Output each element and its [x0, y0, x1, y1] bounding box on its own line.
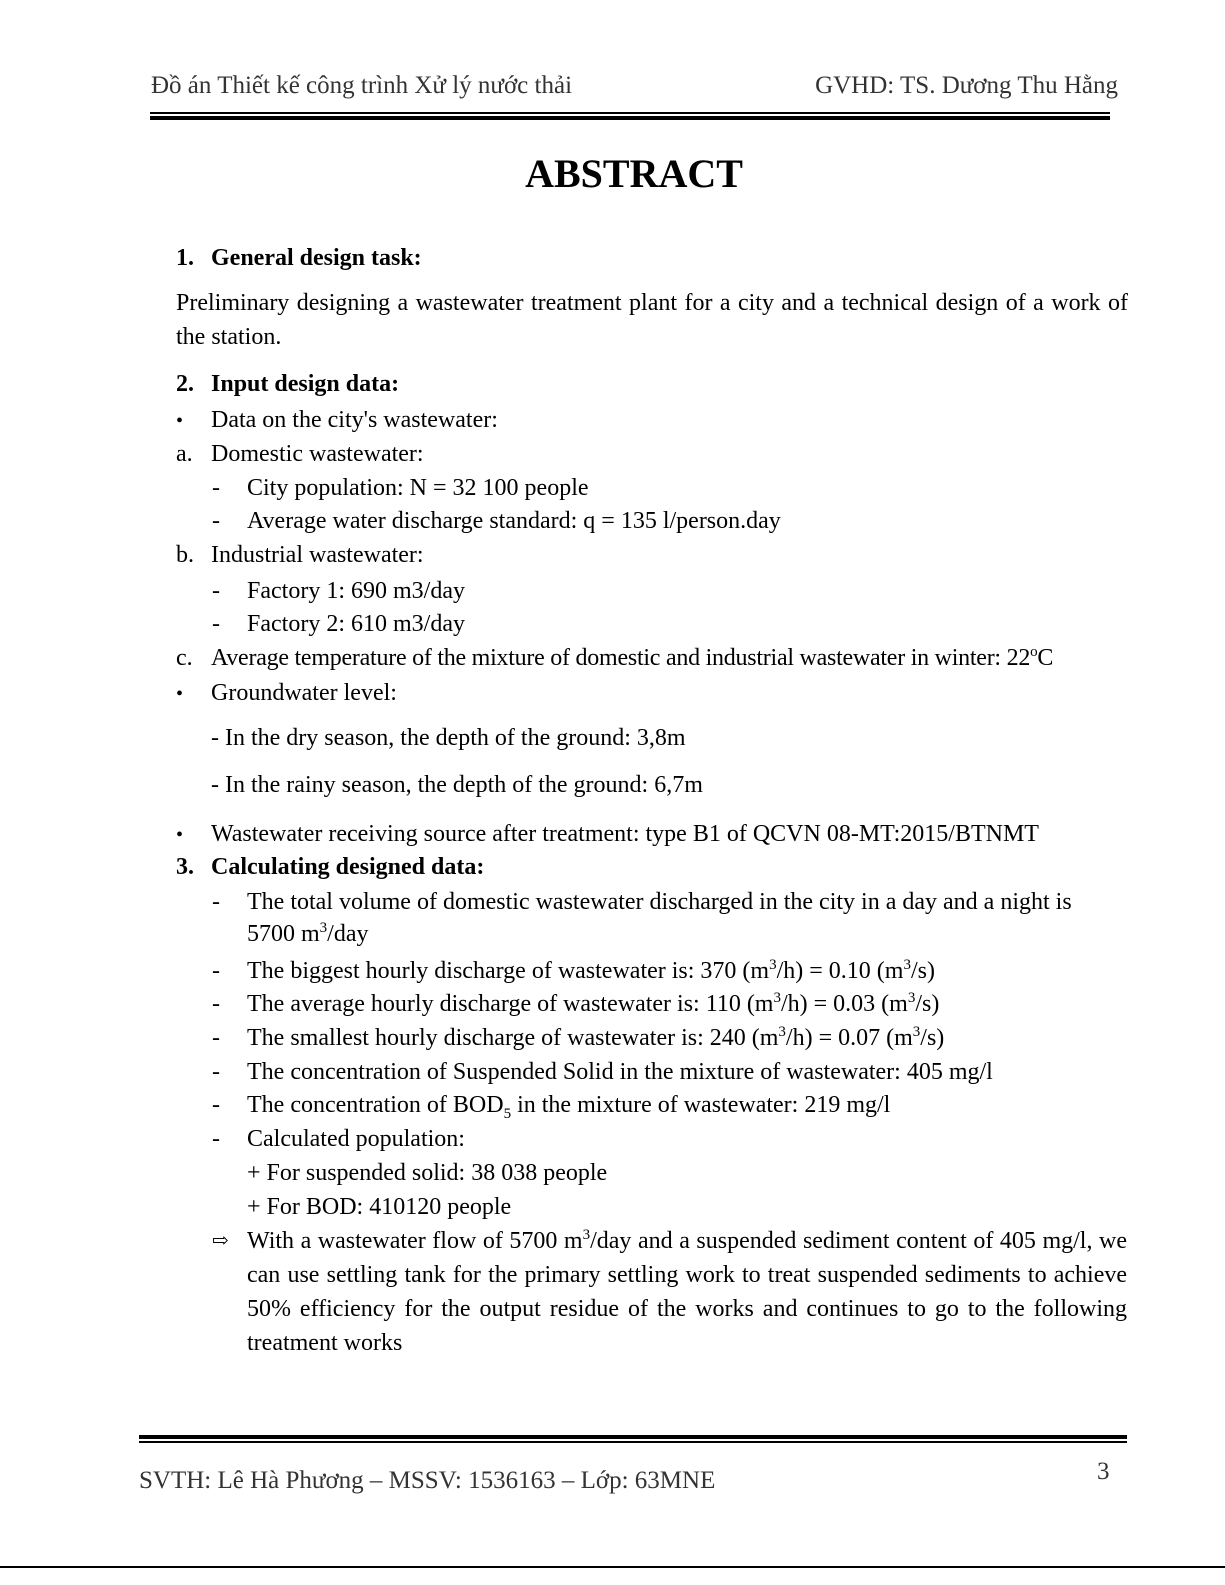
section-1-heading: General design task:: [211, 245, 422, 271]
list-marker-c: c.: [176, 645, 193, 671]
dash-marker: -: [212, 611, 220, 637]
domestic-wastewater-label: Domestic wastewater:: [211, 441, 424, 467]
average-hourly-discharge: The average hourly discharge of wastewater is: 110 $(m^3/h) = 0.03$ $(m^3/s)$: [247, 990, 940, 1017]
dash-marker: -: [212, 1059, 220, 1085]
groundwater-rainy: - In the rainy season, the depth of the ground: 6,7m: [211, 772, 703, 798]
list-item: City population: N = 32 100 people: [247, 475, 589, 501]
bullet-marker: •: [176, 824, 184, 846]
bullet-marker: •: [176, 683, 184, 705]
page-edge-line: [0, 1566, 1225, 1568]
calculated-population-label: Calculated population:: [247, 1126, 465, 1152]
list-item: Factory 2: 610 m3/day: [247, 611, 465, 637]
population-suspended-solid: + For suspended solid: 38 038 people: [247, 1160, 608, 1186]
bod-concentration: The concentration of $BOD_5$ in the mixture of wastewater: 219 mg/l: [247, 1092, 891, 1122]
section-1-paragraph: Preliminary designing a wastewater treatment plant for a city and a technical design of a work of the station.: [176, 290, 1128, 350]
dash-marker: -: [212, 1025, 220, 1051]
section-1-number: 1.: [176, 245, 194, 271]
footer-student-info: SVTH: Lê Hà Phương – MSSV: 1536163 – Lớp: 63MNE: [139, 1467, 716, 1494]
section-2-number: 2.: [176, 371, 194, 397]
dash-marker: -: [212, 1126, 220, 1152]
bullet-groundwater: Groundwater level:: [211, 680, 397, 706]
groundwater-dry: - In the dry season, the depth of the ground: 3,8m: [211, 725, 686, 751]
dash-marker: -: [212, 578, 220, 604]
running-header-left: Đồ án Thiết kế công trình Xử lý nước thải: [151, 72, 573, 99]
dash-marker: -: [212, 991, 220, 1017]
population-bod: + For BOD: 410120 people: [247, 1194, 512, 1220]
header-double-rule: [150, 112, 1110, 120]
section-2-heading: Input design data:: [211, 371, 400, 397]
section-3-number: 3.: [176, 854, 194, 880]
bullet-receiving-source: Wastewater receiving source after treatment: type B1 of QCVN 08-MT:2015/BTNMT: [211, 821, 1039, 847]
section-3-heading: Calculating designed data:: [211, 854, 485, 880]
dash-marker: -: [212, 475, 220, 501]
industrial-wastewater-label: Industrial wastewater:: [211, 542, 424, 568]
dash-marker: -: [212, 889, 220, 915]
dash-marker: -: [212, 958, 220, 984]
arrow-icon: ⇨: [212, 1230, 229, 1252]
bullet-marker: •: [176, 410, 184, 432]
page-title: ABSTRACT: [525, 151, 743, 196]
bullet-city-wastewater: Data on the city's wastewater:: [211, 407, 498, 433]
dash-marker: -: [212, 508, 220, 534]
total-volume-line-1: The total volume of domestic wastewater discharged in the city in a day and a night is: [247, 889, 1072, 915]
list-marker-a: a.: [176, 441, 193, 467]
total-volume-line-2: 5700 $m^3$/day: [247, 920, 369, 947]
running-header-right: GVHD: TS. Dương Thu Hằng: [815, 72, 1118, 99]
list-item: Factory 1: 690 m3/day: [247, 578, 465, 604]
list-marker-b: b.: [176, 542, 194, 568]
dash-marker: -: [212, 1092, 220, 1118]
biggest-hourly-discharge: The biggest hourly discharge of wastewater is: 370 $(m^3/h) = 0.10$ $(m^3/s)$: [247, 957, 935, 984]
smallest-hourly-discharge: The smallest hourly discharge of wastewater is: 240 $(m^3/h) = 0.07$ $(m^3/s)$: [247, 1024, 945, 1051]
footer-double-rule: [139, 1435, 1127, 1443]
average-temperature-text: Average temperature of the mixture of domestic and industrial wastewater in winter: 22$^o$C: [211, 644, 1054, 671]
suspended-solid-concentration: The concentration of Suspended Solid in the mixture of wastewater: 405 mg/l: [247, 1059, 993, 1085]
conclusion-paragraph: With a wastewater flow of 5700 $m^3$/day and a suspended sediment content of 405 mg/l, we can use settling tank for the primary settling work to treat suspended sediments to achieve 50% efficiency for the output residue of the works and continues to go to the following treatment works: [247, 1227, 1127, 1356]
page-number: 3: [1097, 1458, 1110, 1485]
list-item: Average water discharge standard: q = 135 l/person.day: [247, 508, 781, 534]
